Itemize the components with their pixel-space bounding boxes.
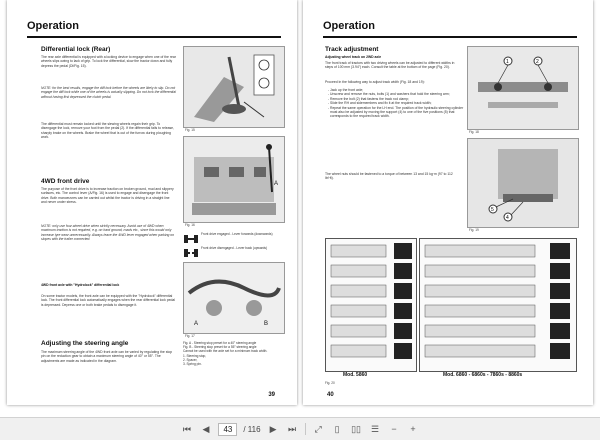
step-item: - Slide the RH and sidemembers and fix it at the required track width; (330, 101, 465, 105)
track-table-6860 (419, 238, 577, 372)
svg-text:B: B (264, 321, 269, 327)
front-drive-engaged-icon (183, 233, 199, 245)
svg-text:1: 1 (506, 59, 509, 65)
figure-label: Fig. 19 (469, 228, 479, 232)
figure-caption: Fig. A - Steering stop preset for a 40° steering angle Fig. B - Steering stop preset for a 55° steering angle Cannot be used with the axle set for a minimum track width. 1. Steering stop, 2. Spacer, 3. Spring pin. (183, 341, 268, 367)
figure-differential-pedal (183, 46, 285, 128)
paragraph: The differential must remain locked until the slewing wheels regain their grip. To disengage the lock, remove your foot from the pedal (2). If the differential fails to release, sharply brake on the wheels. Brake the wheel that is out of the furrow during ploughing work. (41, 122, 174, 140)
page-number: 39 (268, 392, 275, 398)
paragraph: The purpose of the front drive is to increase traction on broken ground, mud and slippery surfaces, etc. The control lever (A/Fig. 16) is used to engage and disengage the front drive. Both manoeuvres can be carried out whilst the tractor is driving in a straight line and never under stress. (41, 187, 174, 205)
scroll-view-icon[interactable]: ☰ (371, 423, 380, 434)
figure-steering-stop (183, 262, 285, 334)
section-title: Differential lock (Rear) (41, 46, 111, 53)
model-label: Mod. 6860 - 6860s - 7860s - 8860s (443, 372, 523, 378)
page-number-input[interactable]: 43 (218, 423, 237, 436)
section-title: Track adjustment (325, 46, 379, 53)
svg-text:A: A (194, 321, 199, 327)
svg-text:5: 5 (491, 207, 494, 213)
viewer-toolbar (0, 417, 600, 440)
fit-page-icon[interactable]: ⤢ (314, 423, 322, 434)
two-page-icon[interactable]: ▯▯ (351, 423, 361, 434)
single-page-icon[interactable]: ▯ (334, 423, 340, 434)
total-pages: / 116 (243, 424, 261, 434)
paragraph: The maximum steering angle of the 4WD front axle can be varied by regulating the stop pin on the reduction gear to obtain a maximum steering angle of 40° or 55°. The adjustments are made as indicated in the diagram. (41, 350, 173, 363)
step-list (325, 88, 465, 119)
toolbar-divider (305, 423, 306, 435)
step-item: - Unscrew and remove the nuts, bolts (1) and washers that hold the steering arm; (330, 92, 465, 96)
right-page (303, 0, 593, 405)
step-item: - Repeat the same operation for the LH end. The position of the hydraulic steering cylinder must also be adjusted by moving the support (4) to one of the five positions (5) that corresponds to the required track width. (330, 106, 465, 119)
track-diagram (420, 239, 576, 371)
legend-text: Front drive disengaged - Lever back (upwards) (201, 246, 268, 250)
heading-rule (27, 36, 281, 38)
next-page-icon[interactable]: ▶ (269, 423, 277, 434)
paragraph: The wheel nuts should be fastened to a torque of between 13 and 15 kg·m (97 to 112 lbf·ft). (325, 172, 453, 181)
figure-label: Fig. 18 (469, 130, 479, 134)
figure-steering-cylinder (467, 138, 579, 228)
step-item: - Remove the bolt (2) that fastens the track rod clamp; (330, 97, 465, 101)
axle-illustration (468, 47, 578, 129)
legend-text: Front drive engaged - Lever forwards (downwards) (201, 232, 273, 236)
figure-4wd-lever (183, 136, 285, 223)
section-title: 4WD front drive (41, 178, 90, 185)
pedal-illustration (184, 47, 284, 127)
track-table-5860 (325, 238, 417, 372)
figure-label: Fig. 15 (185, 128, 195, 132)
front-drive-disengaged-icon (183, 247, 199, 259)
last-page-icon[interactable]: ⏭ (287, 423, 297, 434)
first-page-icon[interactable]: ⏮ (182, 423, 191, 434)
paragraph: The rear axle differential is equipped with a locking device to engage when one of the rear wheels slips owing to lack of grip. To lock the differential, slow the tractor down and fully depress the pedal (Dl/Fig. 15). (41, 55, 176, 68)
model-label: Mod. 5860 (343, 372, 368, 378)
lever-illustration (184, 137, 284, 222)
section-title: Adjusting the steering angle (41, 340, 129, 347)
left-page (7, 0, 297, 405)
paragraph: On some tractor models, the front axle can be equipped with the "Hydrolock" differential lock. The front differential lock automatically engages when the rear differential lock pedal is depressed. Depress one or both brake pedals to disengage it. (41, 294, 176, 307)
zoom-out-icon[interactable]: − (391, 424, 397, 434)
paragraph: Proceed in the following way to adjust track width (Fig. 18 and 19): (325, 80, 425, 84)
page-heading: Operation (27, 20, 79, 32)
subsection-title: Adjusting wheel track on 2WD axle (325, 55, 382, 59)
figure-label: Fig. 20 (325, 381, 335, 385)
svg-text:2: 2 (536, 59, 539, 65)
figure-front-axle (467, 46, 579, 130)
page-number: 40 (327, 392, 334, 398)
track-diagram (326, 239, 416, 371)
figure-label: Fig. 17 (185, 334, 195, 338)
steering-illustration (184, 263, 284, 333)
cylinder-illustration (468, 139, 578, 227)
subsection-title: 4WD front axle with "Hydrolock" differential lock (41, 283, 120, 287)
paragraph: The front track of tractors with two driving wheels can be adjusted to different widths in steps of 100 mm (3.94") each. Consult the table at the bottom of the page (Fig. 20). (325, 61, 455, 70)
prev-page-icon[interactable]: ◀ (202, 423, 210, 434)
page-heading: Operation (323, 20, 375, 32)
note: NOTE: only use four-wheel drive when strictly necessary. Avoid use of 4WD when maximum traction is not required, e.g. on hard ground, roads etc., since this would only increase tyre wear unnecessarily. Always leave the 4WD lever engaged when parking on slopes with the trailer connected. (41, 224, 175, 242)
note: NOTE: for the best results, engage the diff.lock before the wheels are likely to slip. Do not engage the diff.lock while one of the wheels is actually slipping. Do not lock the differential without having first depressed the clutch pedal. (41, 86, 176, 99)
heading-rule (323, 36, 577, 38)
zoom-in-icon[interactable]: + (410, 424, 416, 434)
figure-label: Fig. 16 (185, 223, 195, 227)
svg-text:A: A (274, 181, 279, 187)
step-item: - Jack up the front axle; (330, 88, 465, 92)
svg-text:4: 4 (506, 215, 509, 221)
